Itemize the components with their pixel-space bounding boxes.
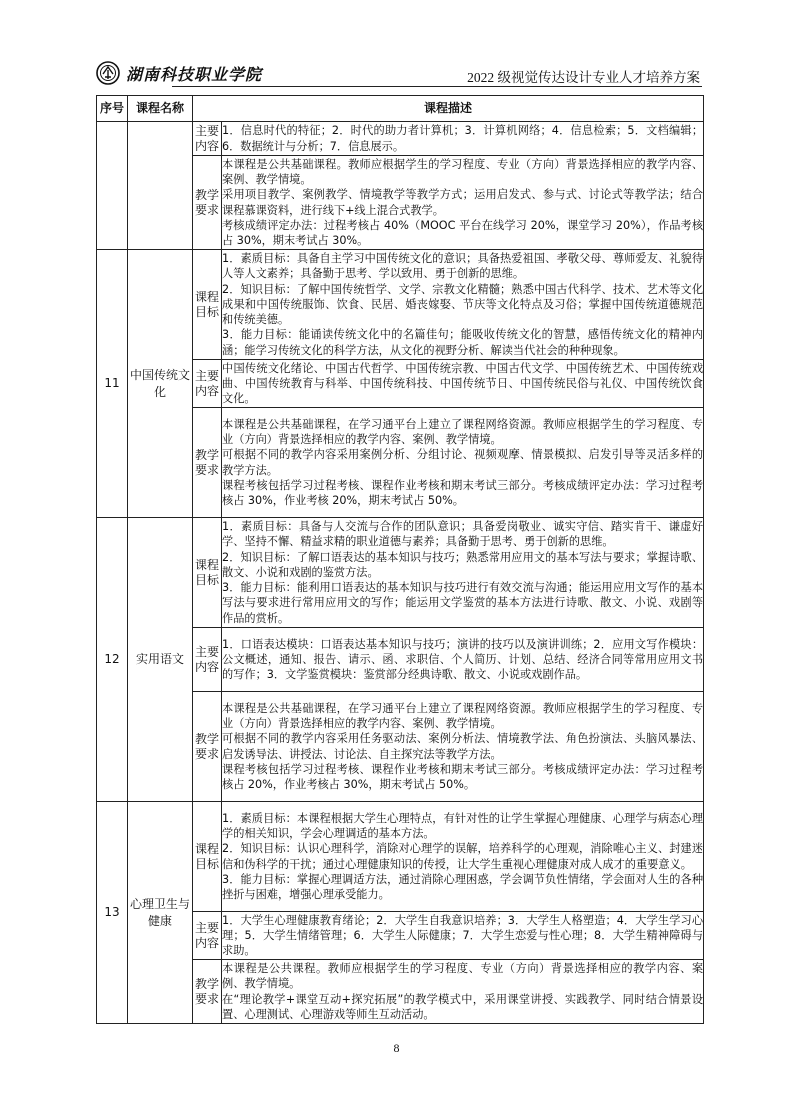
section-label: 主要内容 xyxy=(193,912,222,960)
course-number: 13 xyxy=(97,802,128,1024)
header-rule xyxy=(172,86,702,87)
course-requirements xyxy=(222,408,704,518)
paragraph: 课程考核包括学习过程考核、课程作业考核和期末考试三部分。考核成绩评定办法：学习过程考核占 30%，作业考核 20%，期末考试占 50%。 xyxy=(222,478,704,507)
course-number: 12 xyxy=(97,518,128,802)
paragraph: 在“理论教学+课堂互动+探究拓展”的教学模式中，采用课堂讲授、实践教学、同时结合情景设置、心理测试、心理游戏等师生互动活动。 xyxy=(222,992,704,1021)
section-label: 课程目标 xyxy=(193,802,222,912)
section-label: 教学要求 xyxy=(193,156,222,250)
section-label: 课程目标 xyxy=(193,518,222,628)
course-content xyxy=(222,360,704,408)
paragraph: 2．知识目标：了解口语表达的基本知识与技巧；熟悉常用应用文的基本写法与要求；掌握诗歌、散文、小说和戏剧的鉴赏方法。 xyxy=(222,550,704,579)
paragraph: 1．信息时代的特征；2．时代的助力者计算机；3．计算机网络；4．信息检索；5．文档编辑；6．数据统计与分析；7．信息展示。 xyxy=(222,124,704,153)
section-label: 教学要求 xyxy=(193,408,222,518)
school-seal-icon xyxy=(96,61,120,85)
course-goals xyxy=(222,250,704,360)
paragraph: 1．素质目标：具备自主学习中国传统文化的意识；具备热爱祖国、孝敬父母、尊师爱友、礼貌待人等人文素养；具备勤于思考、学以致用、勇于创新的思维。 xyxy=(222,252,704,281)
header-course-description: 课程描述 xyxy=(193,96,704,122)
table-row xyxy=(97,802,704,912)
course-content xyxy=(222,122,704,156)
table-row xyxy=(97,518,704,628)
school-name: 湖南科技职业学院 xyxy=(126,64,263,84)
paragraph: 课程考核包括学习过程考核、课程作业考核和期末考试三部分。考核成绩评定办法：学习过程考核占 20%，作业考核占 30%，期末考试占 50%。 xyxy=(222,762,704,791)
course-content xyxy=(222,912,704,960)
school-logo xyxy=(96,58,266,88)
course-goals xyxy=(222,518,704,628)
section-label: 教学要求 xyxy=(193,960,222,1024)
course-table xyxy=(96,95,704,1024)
table-header-row xyxy=(97,96,704,122)
page-number: 8 xyxy=(393,1041,400,1055)
paragraph: 1．口语表达模块：口语表达基本知识与技巧；演讲的技巧以及演讲训练；2．应用文写作模块：公文概述，通知、报告、请示、函、求职信、个人简历、计划、总结、经济合同等常用应用文书的写作；3．文学鉴赏模块：鉴赏部分经典诗歌、散文、小说或戏剧作品。 xyxy=(222,637,704,682)
course-name-cell xyxy=(128,122,193,250)
paragraph: 1．素质目标：具备与人交流与合作的团队意识；具备爱岗敬业、诚实守信、踏实肯干、谦虚好学、坚持不懈、精益求精的职业道德与素养；具备勤于思考、勇于创新的思维。 xyxy=(222,520,704,549)
header-course-name: 课程名称 xyxy=(128,96,193,122)
course-requirements xyxy=(222,960,704,1024)
paragraph: 本课程是公共基础课程。教师应根据学生的学习程度、专业（方向）背景选择相应的教学内容、案例、教学情境。 xyxy=(222,157,704,187)
course-content xyxy=(222,628,704,692)
header-number: 序号 xyxy=(97,96,128,122)
paragraph: 3．能力目标：能利用口语表达的基本知识与技巧进行有效交流与沟通；能运用应用文写作的基本写法与要求进行常用应用文的写作；能运用文学鉴赏的基本方法进行诗歌、散文、小说、戏剧等作品的赏析。 xyxy=(222,581,704,625)
course-name: 心理卫生与健康 xyxy=(128,802,193,1024)
section-label: 主要内容 xyxy=(193,360,222,408)
paragraph: 3．能力目标：能诵读传统文化中的名篇佳句；能吸收传统文化的智慧，感悟传统文化的精神内涵；能学习传统文化的科学方法，从文化的视野分析、解读当代社会的种种现象。 xyxy=(222,328,704,357)
paragraph: 2．知识目标：了解中国传统哲学、文学、宗教文化精髓；熟悉中国古代科学、技术、艺术等文化成果和中国传统服饰、饮食、民居、婚丧嫁娶、节庆等文化特点及习俗；掌握中国传统道德规范和传统美德。 xyxy=(222,282,704,327)
paragraph: 本课程是公共课程。教师应根据学生的学习程度、专业（方向）背景选择相应的教学内容、案例、教学情境。 xyxy=(222,962,704,991)
paragraph: 采用项目教学、案例教学、情境教学等教学方式；运用启发式、参与式、讨论式等教学法；结合课程慕课资料，进行线下+线上混合式教学。 xyxy=(222,188,704,217)
section-label: 课程目标 xyxy=(193,250,222,360)
course-requirements xyxy=(222,156,704,250)
page-header xyxy=(96,58,700,88)
course-name: 实用语文 xyxy=(128,518,193,802)
paragraph: 可根据不同的教学内容采用任务驱动法、案例分析法、情境教学法、角色扮演法、头脑风暴法、启发诱导法、讲授法、讨论法、自主探究法等教学方法。 xyxy=(222,732,704,761)
table-row xyxy=(97,250,704,360)
section-label: 教学要求 xyxy=(193,692,222,802)
paragraph: 3．能力目标：掌握心理调适方法，通过消除心理困惑，学会调节负性情绪，学会面对人生的各种挫折与困难，增强心理承受能力。 xyxy=(222,872,704,901)
paragraph: 中国传统文化绪论、中国古代哲学、中国传统宗教、中国古代文学、中国传统艺术、中国传统戏曲、中国传统教育与科举、中国传统科技、中国传统节日、中国传统民俗与礼仪、中国传统饮食文化。 xyxy=(222,361,704,406)
course-number: 11 xyxy=(97,250,128,518)
paragraph: 1．大学生心理健康教育绪论；2．大学生自我意识培养；3．大学生人格塑造；4．大学生学习心理；5．大学生情绪管理；6．大学生人际健康；7．大学生恋爱与性心理；8．大学生精神障碍与求助。 xyxy=(222,913,704,958)
document-title: 2022 级视觉传达设计专业人才培养方案 xyxy=(467,70,700,85)
paragraph: 2．知识目标：认识心理科学，消除对心理学的误解，培养科学的心理观，消除唯心主义、封建迷信和伪科学的干扰；通过心理健康知识的传授，让大学生重视心理健康对成人成才的重要意义。 xyxy=(222,842,704,871)
paragraph: 1．素质目标：本课程根据大学生心理特点，有针对性的让学生掌握心理健康、心理学与病态心理学的相关知识，学会心理调适的基本方法。 xyxy=(222,811,704,841)
course-goals xyxy=(222,802,704,912)
paragraph: 考核成绩评定办法：过程考核占 40%（MOOC 平台在线学习 20%，课堂学习 20%），作品考核占 30%，期末考试占 30%。 xyxy=(222,218,704,247)
section-label: 主要内容 xyxy=(193,628,222,692)
section-label: 主要内容 xyxy=(193,122,222,156)
paragraph: 可根据不同的教学内容采用案例分析、分组讨论、视频观摩、情景模拟、启发引导等灵活多样的教学方法。 xyxy=(222,448,704,477)
paragraph: 本课程是公共基础课程，在学习通平台上建立了课程网络资源。教师应根据学生的学习程度、专业（方向）背景选择相应的教学内容、案例、教学情境。 xyxy=(222,701,704,731)
course-requirements xyxy=(222,692,704,802)
paragraph: 本课程是公共基础课程，在学习通平台上建立了课程网络资源。教师应根据学生的学习程度、专业（方向）背景选择相应的教学内容、案例、教学情境。 xyxy=(222,417,704,447)
course-name: 中国传统文化 xyxy=(128,250,193,518)
course-number-cell xyxy=(97,122,128,250)
table-row xyxy=(97,122,704,156)
